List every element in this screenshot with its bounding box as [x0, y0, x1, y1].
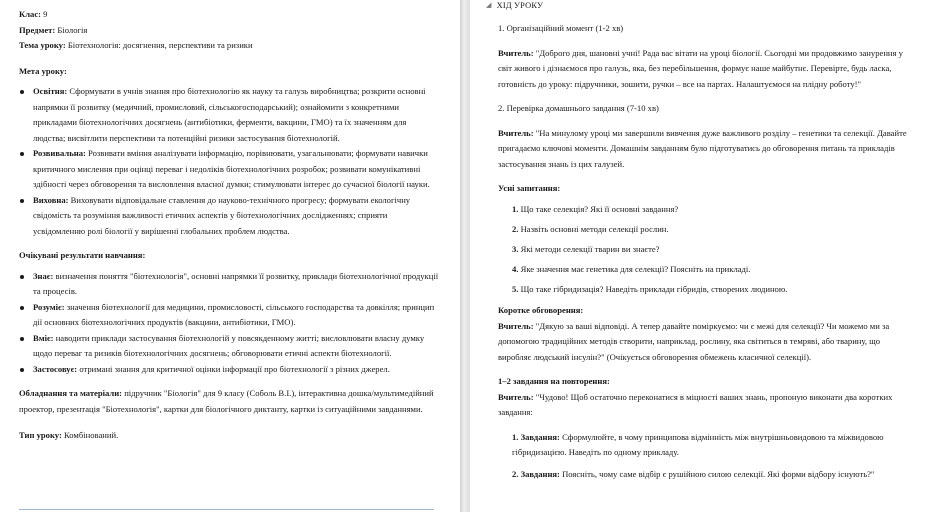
review-task-item: 2. Завдання: Поясніть, чому саме відбір є рушійною силою селекції. Які форми відбору існують?" — [512, 468, 875, 479]
question-item: 1. Що таке селекція? Які її основні завдання? — [512, 203, 679, 214]
results-list — [19, 269, 440, 378]
goals-list — [19, 84, 440, 239]
lesson-plan-header — [19, 7, 440, 444]
question-item: 4. Яке значення має генетика для селекції? Поясніть на прикладі. — [512, 263, 751, 274]
lesson-course-section — [486, 0, 914, 482]
stage-organizational: 1. Організаційний момент (1-2 хв) — [498, 23, 624, 33]
results-heading: Очікувані результати навчання: — [19, 250, 146, 260]
oral-questions-heading: Усні запитання: — [498, 183, 561, 193]
teacher-greeting: Вчитель: "Доброго дня, шановні учні! Рада вас вітати на уроці біології. Сьогодні ми продовжимо занурення у світ живого і дізнаємося про галузь, яка, без перебільшення, формує наше майбутнє. Перевірте, будь ласка, готовність до уроку: підручники, зошити, ручки – все на партах. Налаштуємося на плідну роботу!" — [498, 47, 903, 89]
oral-questions-list — [498, 202, 914, 298]
question-item: 3. Які методи селекції тварин ви знаєте? — [512, 243, 660, 254]
document-page-left[interactable] — [0, 0, 460, 512]
question-item: 2. Назвіть основні методи селекції рослин. — [512, 223, 669, 234]
lesson-course-heading: ХІД УРОКУ — [496, 1, 544, 11]
result-item-knows: Знає: визначення поняття "біотехнологія", основні напрямки її розвитку, приклади біотехнологічної продукції та процесів. — [19, 269, 440, 300]
equipment-paragraph: Обладнання та матеріали: підручник "Біологія" для 9 класу (Соболь В.І.), інтерактивна дошка/мультимедійний проектор, презентація "Біотехнологія", картки для біологічного диктанту, картки із ситуаційними завданнями. — [19, 388, 434, 414]
document-page-right[interactable] — [470, 0, 940, 512]
discussion-heading: Коротке обговорення: — [498, 305, 584, 316]
page-gutter — [460, 0, 470, 512]
goal-item-upbringing: Виховна: Виховувати відповідальне ставлення до науково-технічного прогресу; формувати екологічну свідомість та розуміння важливості етичних аспектів у біотехнологічних дослідженнях; сприяти усвідомленню ролі біології у вирішенні глобальних проблем людства. — [19, 193, 440, 240]
result-item-can: Вміє: наводити приклади застосування біотехнологій у повсякденному житті; висловлювати власну думку щодо переваг та ризиків біотехнологічних досягнень; обговорювати етичні аспекти біотехнології. — [19, 331, 440, 362]
collapsible-heading[interactable] — [486, 0, 914, 12]
teacher-review-tasks: Вчитель: "Чудово! Щоб остаточно переконатися в міцності ваших знань, пропоную виконати два коротких завдання: — [498, 391, 893, 418]
meta-topic: Тема уроку: Біотехнологія: досягнення, перспективи та ризики — [19, 40, 253, 50]
page-bottom-rule — [19, 509, 434, 510]
review-tasks-heading: 1–2 завдання на повторення: — [498, 376, 610, 387]
review-tasks-list — [498, 430, 914, 483]
teacher-homework: Вчитель: "На минулому уроці ми завершили вивчення дуже важливого розділу – генетики та селекції. Давайте пригадаємо ключові моменти. Домашнім завданням було підготуватись до обговорення питань та прикладів застосування знань із цих галузей. — [498, 127, 907, 169]
teacher-discussion: Вчитель: "Дякую за ваші відповіді. А тепер давайте поміркуємо: чи є межі для селекції? Чи можемо ми за допомогою традиційних методів створити, наприклад, рослину, яка світиться в темряві, або тварину, що виробляє людський інсулін?" (Очікується обговорення обмежень класичної селекції). — [498, 320, 890, 362]
collapse-triangle-icon[interactable]: ◢ — [486, 1, 492, 10]
result-item-understands: Розуміє: значення біотехнології для медицини, промисловості, сільського господарства та довкілля; принцип дії основних біотехнологічних продуктів (вакцини, антибіотики, ГМО). — [19, 300, 440, 331]
goal-item-educational: Освітня: Сформувати в учнів знання про біотехнологію як науку та галузь виробництва; розкрити основні напрямки її розвитку (медичний, промисловий, сільськогосподарський); ознайомити з конкретними прикладами біотехнологічних досягнень (антибіотики, ферменти, вакцини, ГМО) та їх значенням для людства; висвітлити перспективи та потенційні ризики застосування біотехнологій. — [19, 84, 440, 146]
stage-homework-check: 2. Перевірка домашнього завдання (7-10 хв) — [498, 103, 659, 113]
lesson-type-paragraph: Тип уроку: Комбінований. — [19, 430, 119, 440]
goals-heading: Мета уроку: — [19, 65, 67, 76]
meta-class: Клас: 9 — [19, 9, 48, 19]
review-task-item: 1. Завдання: Сформулюйте, в чому принципова відмінність між внутрішньовидовою та міжвидовою гібридизацією. Наведіть по одному прикладу. — [512, 431, 884, 458]
question-item: 5. Що таке гібридизація? Наведіть приклади гібридів, створених людиною. — [512, 283, 788, 294]
meta-subject: Предмет: Біологія — [19, 24, 88, 35]
result-item-applies: Застосовує: отримані знання для критичної оцінки інформації про біотехнології з різних джерел. — [19, 362, 440, 378]
goal-item-developmental: Розвивальна: Розвивати вміння аналізувати інформацію, порівнювати, узагальнювати; формувати навички критичного мислення при оцінці переваг і недоліків біотехнологічних розробок; розвивати комунікативні здібності через обговорення та висловлення власної думки; стимулювати інтерес до сучасної біології науки. — [19, 146, 440, 193]
